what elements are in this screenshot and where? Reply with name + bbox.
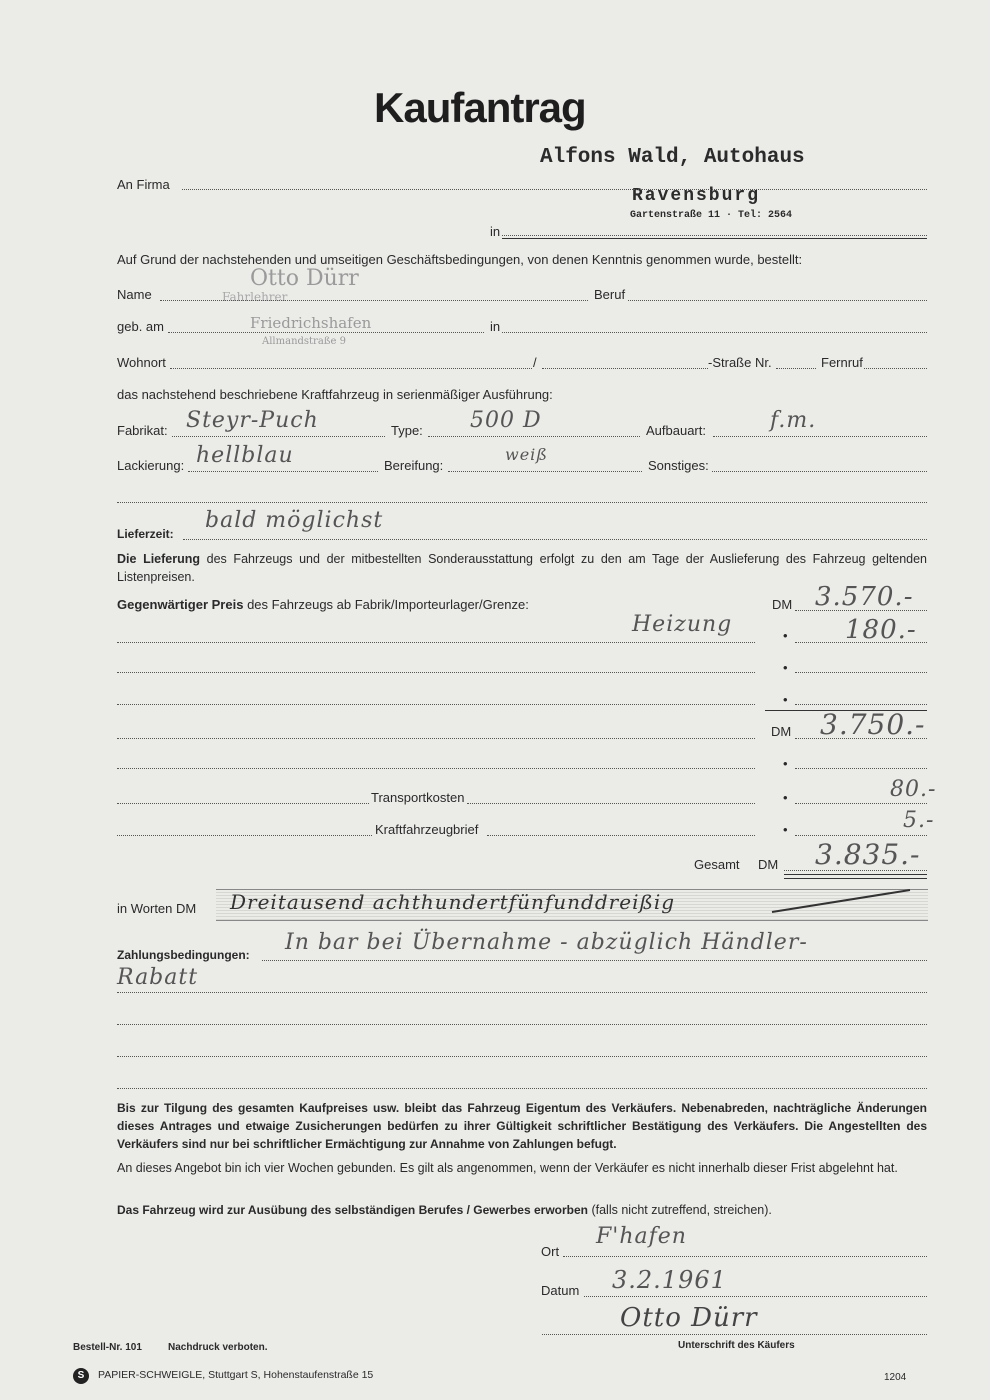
label-transportkosten: Transportkosten [371, 790, 465, 805]
preis-text: des Fahrzeugs ab Fabrik/Importeurlager/Grenze: [243, 597, 529, 612]
geb-in-line [502, 332, 927, 333]
bullet-transport: • [783, 790, 788, 805]
intro-text: Auf Grund der nachstehenden und umseitigen Geschäftsbedingungen, von denen Kenntnis genommen wurde, bestellt: [117, 252, 803, 267]
firma-in-underline [502, 238, 927, 239]
brief-price-line [795, 835, 927, 836]
label-wohnort: Wohnort [117, 355, 166, 370]
gesamt-value: 3.835.- [815, 838, 921, 871]
customer-stamp-city: Friedrichshafen [250, 314, 372, 332]
publisher: PAPIER-SCHWEIGLE, Stuttgart S, Hohenstaufenstraße 15 [98, 1369, 374, 1381]
zahlung-line-3 [117, 1024, 927, 1025]
bereifung-line [448, 471, 642, 472]
gewerbe-paragraph [117, 1201, 927, 1219]
preis-bold: Gegenwärtiger Preis [117, 597, 244, 612]
label-geb-am: geb. am [117, 319, 164, 334]
bullet-3: • [783, 660, 788, 675]
label-fernruf: Fernruf [821, 355, 863, 370]
item2-label: Heizung [632, 612, 733, 637]
datum-line [584, 1296, 927, 1297]
signature-line [542, 1334, 927, 1335]
angebot-paragraph: An dieses Angebot bin ich vier Wochen gebunden. Es gilt als angenommen, wenn der Verkäufer es nicht innerhalb dieser Frist abgelehnt hat. [117, 1161, 898, 1175]
sonstiges-line [712, 471, 927, 472]
zahlung-value-2: Rabatt [117, 965, 199, 990]
item5-line [117, 738, 755, 739]
transport-line [467, 803, 755, 804]
label-kraftfahrzeugbrief: Kraftfahrzeugbrief [375, 822, 479, 837]
bereifung-value: weiß [505, 445, 548, 464]
gewerbe-text: (falls nicht zutreffend, streichen). [588, 1203, 772, 1217]
label-datum: Datum [541, 1283, 580, 1298]
label-lieferzeit: Lieferzeit: [117, 527, 174, 541]
subtotal-value: 3.750.- [820, 708, 926, 741]
an-firma-line [182, 189, 927, 190]
form-number: 1204 [884, 1372, 907, 1383]
in-worten-strikeline [770, 886, 915, 916]
label-dm-gesamt: DM [758, 857, 779, 872]
price6-line [795, 768, 927, 769]
price3-line [795, 672, 927, 673]
item4-line [117, 704, 755, 705]
fabrikat-line [172, 436, 385, 437]
signature: Otto Dürr [620, 1303, 758, 1333]
zahlung-line-2 [117, 992, 927, 993]
label-gesamt: Gesamt [694, 857, 740, 872]
name-line [160, 300, 588, 301]
price4-line [795, 704, 927, 705]
customer-stamp-name: Otto Dürr [250, 266, 359, 291]
label-geb-in: in [490, 319, 501, 334]
publisher-logo-icon: S [73, 1368, 89, 1384]
label-aufbauart: Aufbauart: [646, 423, 706, 438]
label-dm-subtotal: DM [771, 724, 792, 739]
datum-value: 3.2.1961 [612, 1266, 727, 1294]
brief-value: 5.- [903, 808, 935, 833]
label-strasse: -Straße Nr. [708, 355, 772, 370]
label-lackierung: Lackierung: [117, 458, 185, 473]
item3-line [117, 672, 755, 673]
lieferung-bold: Die Lieferung [117, 552, 201, 566]
type-line [428, 436, 640, 437]
price1-value: 3.570.- [815, 582, 914, 612]
fabrikat-value: Steyr-Puch [186, 408, 319, 433]
price2-value: 180.- [845, 615, 917, 645]
brief-lead-line [117, 835, 372, 836]
item2-line [117, 642, 755, 643]
aufbauart-value: f.m. [770, 408, 817, 433]
ort-line [563, 1256, 927, 1257]
item6-line [117, 768, 755, 769]
zahlung-line-5 [117, 1088, 927, 1089]
fernruf-line [864, 368, 927, 369]
transport-price-line [795, 803, 927, 804]
label-ort: Ort [541, 1244, 560, 1259]
label-zahlungsbedingungen: Zahlungsbedingungen: [117, 948, 250, 962]
zahlung-value-1: In bar bei Übernahme - abzüglich Händler- [285, 930, 808, 955]
lieferung-text: des Fahrzeugs und der mitbestellten Sonderausstattung erfolgt zu den am Tage der Auslieferung des Fahrzeug geltenden Listenpreisen. [117, 552, 928, 584]
wohnort-line [170, 368, 532, 369]
gesamt-double-rule-2 [784, 878, 927, 879]
transport-lead-line [117, 803, 369, 804]
aufbauart-line [713, 436, 927, 437]
lackierung-value: hellblau [196, 443, 294, 468]
bullet-2: • [783, 628, 788, 643]
brief-line [487, 835, 755, 836]
lieferung-paragraph [117, 550, 927, 586]
geb-am-line [168, 332, 484, 333]
label-type: Type: [391, 423, 423, 438]
bestell-nr: Bestell-Nr. 101 [73, 1342, 142, 1353]
label-in-worten: in Worten DM [117, 901, 197, 916]
strasse-line [542, 368, 708, 369]
customer-stamp-profession: Fahrlehrer [222, 290, 288, 304]
label-dm-price: DM [772, 597, 793, 612]
vehicle-intro: das nachstehend beschriebene Kraftfahrzeug in serienmäßiger Ausführung: [117, 387, 553, 402]
bullet-4: • [783, 692, 788, 707]
firma-in-line [502, 235, 927, 236]
nachdruck: Nachdruck verboten. [168, 1342, 268, 1353]
label-sonstiges: Sonstiges: [648, 458, 709, 473]
type-value: 500 D [470, 408, 542, 433]
gewerbe-bold: Das Fahrzeug wird zur Ausübung des selbständigen Berufes / Gewerbes erworben [117, 1203, 588, 1217]
bullet-6: • [783, 756, 788, 771]
label-fabrikat: Fabrikat: [117, 423, 168, 438]
label-name: Name [117, 287, 152, 302]
form-title: Kaufantrag [374, 84, 586, 131]
zahlung-line-4 [117, 1056, 927, 1057]
customer-stamp-street: Allmandstraße 9 [262, 336, 346, 347]
beruf-line [628, 300, 927, 301]
extra-line-1 [117, 502, 927, 503]
zahlung-line-1 [262, 960, 927, 961]
dealer-stamp-city: Ravensburg [632, 186, 761, 206]
lackierung-line [188, 471, 378, 472]
label-in: in [490, 224, 501, 239]
bullet-brief: • [783, 822, 788, 837]
label-unterschrift: Unterschrift des Käufers [678, 1340, 795, 1351]
label-bereifung: Bereifung: [384, 458, 444, 473]
lieferzeit-line [183, 539, 927, 540]
wohnort-slash: / [533, 355, 537, 370]
dealer-stamp-name: Alfons Wald, Autohaus [540, 146, 805, 169]
in-worten-value: Dreitausend achthundertfünfunddreißig [230, 890, 676, 914]
gesamt-double-rule-1 [784, 874, 927, 875]
dealer-stamp-address: Gartenstraße 11 · Tel: 2564 [630, 210, 793, 221]
strasse-nr-line [776, 368, 816, 369]
lieferzeit-value: bald möglichst [205, 508, 384, 533]
label-beruf: Beruf [594, 287, 626, 302]
transport-value: 80.- [890, 777, 937, 802]
ort-value: F'hafen [596, 1224, 687, 1249]
label-an-firma: An Firma [117, 177, 170, 192]
preis-heading [117, 597, 529, 612]
tilgung-paragraph: Bis zur Tilgung des gesamten Kaufpreises usw. bleibt das Fahrzeug Eigentum des Verkäufers. Nebenabreden, nachträgliche Änderungen dieses Antrages und etwaige Zusicherungen bedürfen zu ihrer Gültigkeit schriftlicher Bestätigung des Verkäufers. Die Angestellten des Verkäufers sind nur bei schriftlicher Ermächtigung zur Annahme von Zahlungen befugt. [117, 1101, 927, 1151]
